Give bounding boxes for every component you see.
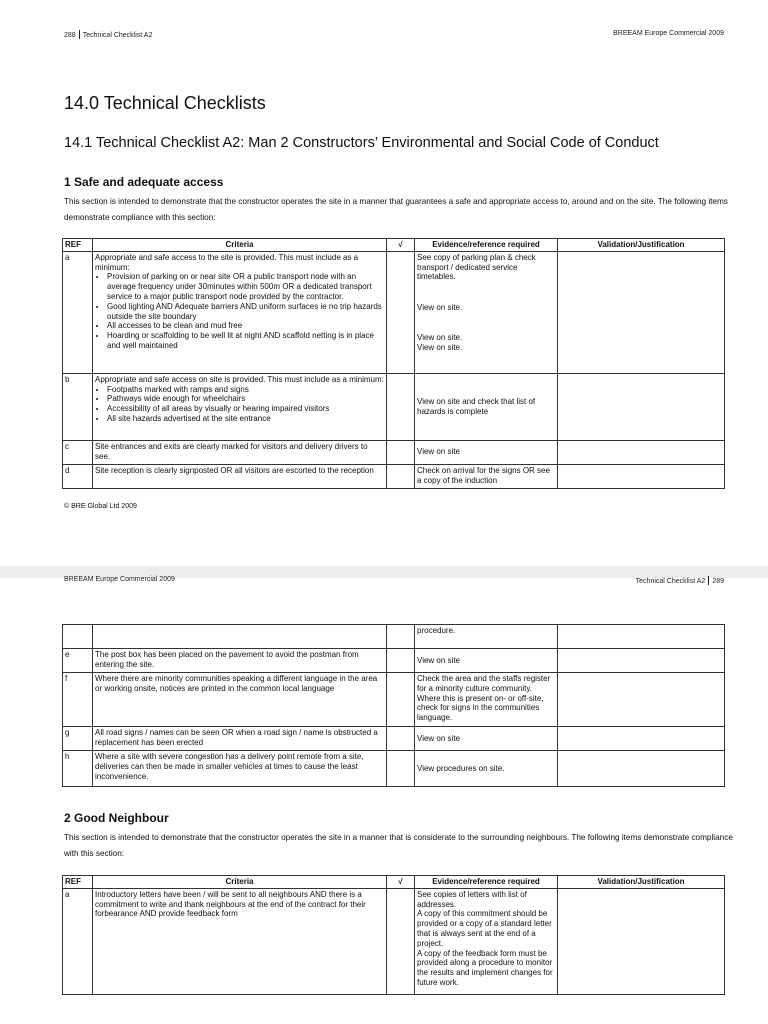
criteria-cell xyxy=(93,251,387,373)
criteria-list xyxy=(95,272,384,350)
evidence-text: View on site. xyxy=(417,303,463,313)
subsection-heading: 1 Safe and adequate access xyxy=(64,175,224,189)
checklist-table-safe-access-continued xyxy=(62,624,725,787)
criteria-cell: The post box has been placed on the pavement to avoid the postman from entering the site. xyxy=(93,649,387,673)
check-cell xyxy=(387,440,415,464)
evidence-cell: procedure. xyxy=(415,625,558,649)
table-row xyxy=(63,373,725,440)
evidence-text: View on site. xyxy=(417,332,463,342)
evidence-text: A copy of the feedback form must be provided along a procedure to monitor the results and implement changes for future work. xyxy=(417,948,553,987)
header-check: √ xyxy=(387,239,415,252)
validation-cell xyxy=(558,727,725,751)
validation-cell xyxy=(558,251,725,373)
evidence-cell xyxy=(415,251,558,373)
evidence-cell: Check the area and the staffs register for a minority culture community. Where this is present on- or off-site, check for signs in the communities language. xyxy=(415,673,558,727)
validation-cell xyxy=(558,440,725,464)
list-item: • All site hazards advertised at the site entrance xyxy=(107,414,384,424)
list-item: • Provision of parking on or near site OR a public transport node with an average frequency under 30minutes within 500m OR a dedicated transport service to a major public transport node provided by the contractor. xyxy=(107,272,384,301)
header-check: √ xyxy=(387,876,415,889)
table-header-row xyxy=(63,876,725,889)
ref-cell: d xyxy=(63,464,93,488)
evidence-cell: View procedures on site. xyxy=(415,751,558,787)
validation-cell xyxy=(558,751,725,787)
table-row xyxy=(63,673,725,727)
evidence-cell: View on site xyxy=(415,727,558,751)
checklist-table-safe-access xyxy=(62,238,725,489)
table-header-row xyxy=(63,239,725,252)
copyright-footer: © BRE Global Ltd 2009 xyxy=(64,503,137,510)
ref-cell: b xyxy=(63,373,93,440)
evidence-cell xyxy=(415,888,558,994)
running-title: Technical Checklist A2 xyxy=(635,578,706,585)
list-item: • All accesses to be clean and mud free xyxy=(107,321,384,331)
evidence-text: See copy of parking plan & check transport / dedicated service timetables. xyxy=(417,252,536,282)
table-row xyxy=(63,440,725,464)
header-validation: Validation/Justification xyxy=(558,876,725,889)
criteria-cell: Where a site with severe congestion has a delivery point remote from a site, deliveries can then be made in smaller vehicles at times to cause the least inconvenience. xyxy=(93,751,387,787)
check-cell xyxy=(387,625,415,649)
evidence-cell: Check on arrival for the signs OR see a copy of the induction xyxy=(415,464,558,488)
ref-cell: h xyxy=(63,751,93,787)
criteria-cell: Introductory letters have been / will be sent to all neighbours AND there is a commitment to write and thank neighbours at the end of the contract for their forbearance AND provide feedback form xyxy=(93,888,387,994)
criteria-cell: Site entrances and exits are clearly marked for visitors and delivery drivers to see. xyxy=(93,440,387,464)
validation-cell xyxy=(558,888,725,994)
validation-cell xyxy=(558,673,725,727)
table-row xyxy=(63,251,725,373)
page-number: 289 xyxy=(712,578,724,585)
check-cell xyxy=(387,373,415,440)
list-item: • Good lighting AND Adequate barriers AND uniform surfaces ie no trip hazards outside the site boundary xyxy=(107,302,384,322)
criteria-intro: Appropriate and safe access to the site is provided. This must include as a minimum: xyxy=(95,252,359,272)
header-validation: Validation/Justification xyxy=(558,239,725,252)
table-row xyxy=(63,888,725,994)
check-cell xyxy=(387,673,415,727)
criteria-list xyxy=(95,385,384,424)
evidence-text: A copy of this commitment should be provided or a copy of a standard letter that is always sent at the end of a project. xyxy=(417,909,552,948)
ref-cell xyxy=(63,625,93,649)
list-item: • Pathways wide enough for wheelchairs xyxy=(107,394,384,404)
page-header-left: BREEAM Europe Commercial 2009 xyxy=(64,576,175,583)
page-header-right: BREEAM Europe Commercial 2009 xyxy=(613,30,724,37)
ref-cell: c xyxy=(63,440,93,464)
criteria-cell: Site reception is clearly signposted OR all visitors are escorted to the reception xyxy=(93,464,387,488)
criteria-cell xyxy=(93,625,387,649)
header-evidence: Evidence/reference required xyxy=(415,876,558,889)
validation-cell xyxy=(558,649,725,673)
ref-cell: a xyxy=(63,251,93,373)
table-row xyxy=(63,649,725,673)
evidence-cell: View on site xyxy=(415,649,558,673)
subsection-intro: This section is intended to demonstrate that the constructor operates the site in a manner that is considerate to the surrounding neighbours. The following items demonstrate compliance with this section: xyxy=(64,833,733,858)
subsection-heading: 2 Good Neighbour xyxy=(64,811,169,825)
ref-cell: f xyxy=(63,673,93,727)
check-cell xyxy=(387,251,415,373)
evidence-text: View on site. xyxy=(417,342,463,352)
table-row xyxy=(63,751,725,787)
check-cell xyxy=(387,464,415,488)
check-cell xyxy=(387,649,415,673)
chapter-title: 14.0 Technical Checklists xyxy=(64,93,266,113)
evidence-cell: View on site and check that list of hazards is complete xyxy=(415,373,558,440)
list-item: • Footpaths marked with ramps and signs xyxy=(107,385,384,395)
criteria-cell: Where there are minority communities speaking a different language in the area or working onsite, notices are printed in the common local language xyxy=(93,673,387,727)
page-header-right xyxy=(636,576,724,585)
checklist-table-good-neighbour xyxy=(62,875,725,995)
list-item: • Hoarding or scaffolding to be well lit at night AND scaffold netting is in place and well maintained xyxy=(107,331,384,351)
evidence-cell: View on site xyxy=(415,440,558,464)
check-cell xyxy=(387,888,415,994)
header-criteria: Criteria xyxy=(93,239,387,252)
page-number: 288 xyxy=(64,32,76,39)
evidence-text: See copies of letters with list of addresses. xyxy=(417,889,527,909)
table-row xyxy=(63,727,725,751)
table-row xyxy=(63,625,725,649)
header-ref: REF xyxy=(63,876,93,889)
page-289 xyxy=(0,578,768,1024)
criteria-intro: Appropriate and safe access on site is provided. This must include as a minimum: xyxy=(95,374,384,384)
ref-cell: e xyxy=(63,649,93,673)
validation-cell xyxy=(558,625,725,649)
check-cell xyxy=(387,727,415,751)
table-row xyxy=(63,464,725,488)
ref-cell: g xyxy=(63,727,93,751)
ref-cell: a xyxy=(63,888,93,994)
criteria-cell: All road signs / names can be seen OR when a road sign / name is obstructed a replacement has been erected xyxy=(93,727,387,751)
check-cell xyxy=(387,751,415,787)
subsection-intro: This section is intended to demonstrate that the constructor operates the site in a manner that guarantees a safe and appropriate access to, around and on the site. The following items demonstrate compliance with this section: xyxy=(64,197,728,222)
validation-cell xyxy=(558,464,725,488)
header-criteria: Criteria xyxy=(93,876,387,889)
header-ref: REF xyxy=(63,239,93,252)
validation-cell xyxy=(558,373,725,440)
criteria-cell xyxy=(93,373,387,440)
list-item: • Accessibility of all areas by visually or hearing impaired visitors xyxy=(107,404,384,414)
running-title: Technical Checklist A2 xyxy=(82,32,153,39)
header-evidence: Evidence/reference required xyxy=(415,239,558,252)
page-header-left xyxy=(64,30,152,39)
section-title: 14.1 Technical Checklist A2: Man 2 Constructors’ Environmental and Social Code of Conduct xyxy=(64,135,659,151)
